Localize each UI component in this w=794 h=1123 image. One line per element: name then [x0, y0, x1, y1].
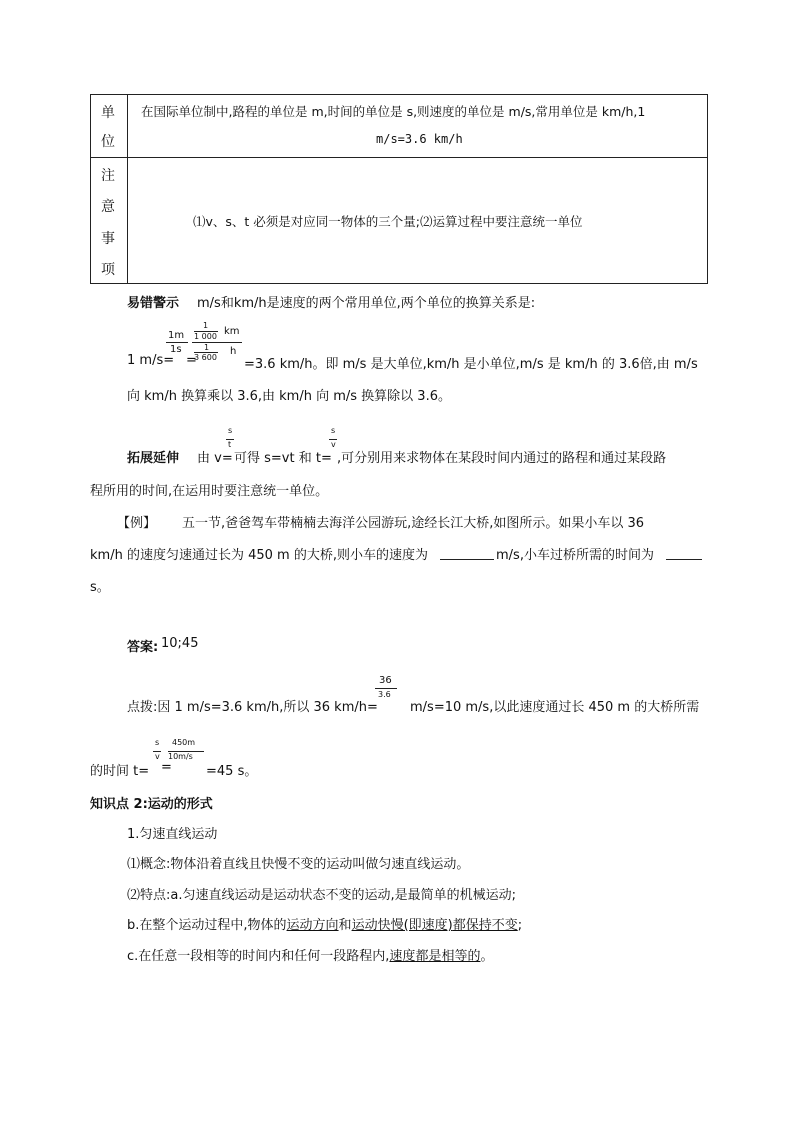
- hint-frac2-num: s: [155, 738, 160, 747]
- row1-head-char: 单: [101, 105, 115, 121]
- example-line1: 五一节,爸爸驾车带楠楠去海洋公园游玩,途经长江大桥,如图所示。如果小车以 36: [182, 516, 645, 531]
- hint-frac-num: 36: [379, 675, 392, 686]
- knowledge-concept: ⑴概念:物体沿着直线且快慢不变的运动叫做匀速直线运动。: [127, 857, 470, 872]
- extension-line2: 程所用的时间,在运用时要注意统一单位。: [90, 484, 329, 499]
- ext-frac1-den: t: [228, 440, 232, 449]
- warning-rest: =3.6 km/h。即 m/s 是大单位,km/h 是小单位,m/s 是 km/h 的 3.6倍,由 m/s: [244, 357, 698, 372]
- example-line3: s。: [90, 580, 110, 595]
- row2-head-char: 意: [101, 199, 115, 215]
- row2-head-char: 项: [101, 262, 115, 278]
- hint-line2-post: =45 s。: [206, 764, 258, 779]
- extension-label: 拓展延伸: [127, 451, 180, 466]
- row2-content: ⑴v、s、t 必须是对应同一物体的三个量;⑵运算过程中要注意统一单位: [193, 214, 583, 229]
- hint-post: m/s=10 m/s,以此速度通过长 450 m 的大桥所需: [410, 700, 700, 715]
- ext-frac1-num: s: [228, 426, 233, 435]
- warning-line2: 向 km/h 换算乘以 3.6,由 km/h 向 m/s 换算除以 3.6。: [127, 389, 451, 404]
- extension-mid: 可得 s=vt 和 t=: [234, 451, 332, 466]
- b-pre: b.在整个运动过程中,物体的: [127, 918, 287, 933]
- hint-line2-pre: 的时间 t=: [90, 764, 150, 779]
- b-mid: 和: [338, 918, 352, 933]
- row1-line2: m/s=3.6 km/h: [376, 132, 463, 146]
- row1-head-char: 位: [101, 134, 115, 150]
- b-post: ;: [517, 918, 523, 933]
- c-post: 。: [480, 949, 494, 964]
- warning-lhs: 1 m/s=: [127, 353, 175, 368]
- warning-text: m/s和km/h是速度的两个常用单位,两个单位的换算关系是:: [197, 296, 536, 311]
- extension-pre: 由 v=: [197, 451, 233, 466]
- frac2-den-num: 1: [204, 343, 210, 352]
- frac2-num-num: 1: [203, 321, 209, 330]
- knowledge-feature: ⑵特点:a.匀速直线运动是运动状态不变的运动,是最简单的机械运动;: [127, 888, 516, 903]
- frac2-den-den: 3 600: [194, 353, 217, 362]
- frac1-numerator: 1m: [168, 330, 185, 341]
- b-underline-2: 运动快慢(即速度): [351, 918, 453, 933]
- hint-frac3-den: 10m/s: [168, 752, 193, 761]
- example-line2b: m/s,小车过桥所需的时间为: [496, 548, 654, 563]
- ext-frac2-den: v: [331, 440, 336, 449]
- extension-post: ,可分别用来求物体在某段时间内通过的路程和通过某段路: [337, 451, 667, 466]
- answer-blank-1[interactable]: [440, 559, 494, 560]
- c-pre: c.在任意一段相等的时间内和任何一段路程内,: [127, 949, 390, 964]
- answer-blank-2[interactable]: [666, 559, 702, 560]
- c-underline-1: 速度: [389, 949, 416, 964]
- example-tag: 【例】: [117, 516, 157, 531]
- frac2-num-unit: km: [224, 326, 240, 337]
- hint-pre: 点拨:因 1 m/s=3.6 km/h,所以 36 km/h=: [127, 700, 378, 715]
- frac2-num-den: 1 000: [194, 332, 217, 341]
- row1-line1: 在国际单位制中,路程的单位是 m,时间的单位是 s,则速度的单位是 m/s,常用单位是 km/h,1: [141, 104, 646, 119]
- knowledge-point-c: [127, 945, 493, 964]
- row2-head-char: 事: [101, 231, 115, 247]
- knowledge-point-b: [127, 914, 522, 933]
- example-line2a: km/h 的速度匀速通过长为 450 m 的大桥,则小车的速度为: [90, 548, 428, 563]
- frac2-den-unit: h: [230, 346, 237, 357]
- frac1-denominator: 1s: [170, 344, 182, 355]
- knowledge-item1: 1.匀速直线运动: [127, 827, 218, 842]
- answer-label: 答案:: [127, 640, 159, 655]
- ext-frac2-num: s: [331, 426, 336, 435]
- warning-label: 易错警示: [127, 296, 180, 311]
- b-underline-1: 运动方向: [286, 918, 339, 933]
- row2-head-char: 注: [101, 168, 115, 184]
- b-underline-3: 都保持不变: [452, 918, 518, 933]
- hint-frac2-den: v: [155, 752, 160, 761]
- hint-frac3-num: 450m: [172, 738, 196, 747]
- warning-eq: =: [186, 353, 197, 368]
- hint-frac-den: 3.6: [378, 690, 391, 699]
- c-mid: 都是: [415, 949, 442, 964]
- knowledge-title: 知识点 2:运动的形式: [90, 797, 213, 812]
- c-underline-2: 相等的: [441, 949, 481, 964]
- answer-value: 10;45: [161, 636, 199, 651]
- hint-eq: =: [161, 760, 172, 775]
